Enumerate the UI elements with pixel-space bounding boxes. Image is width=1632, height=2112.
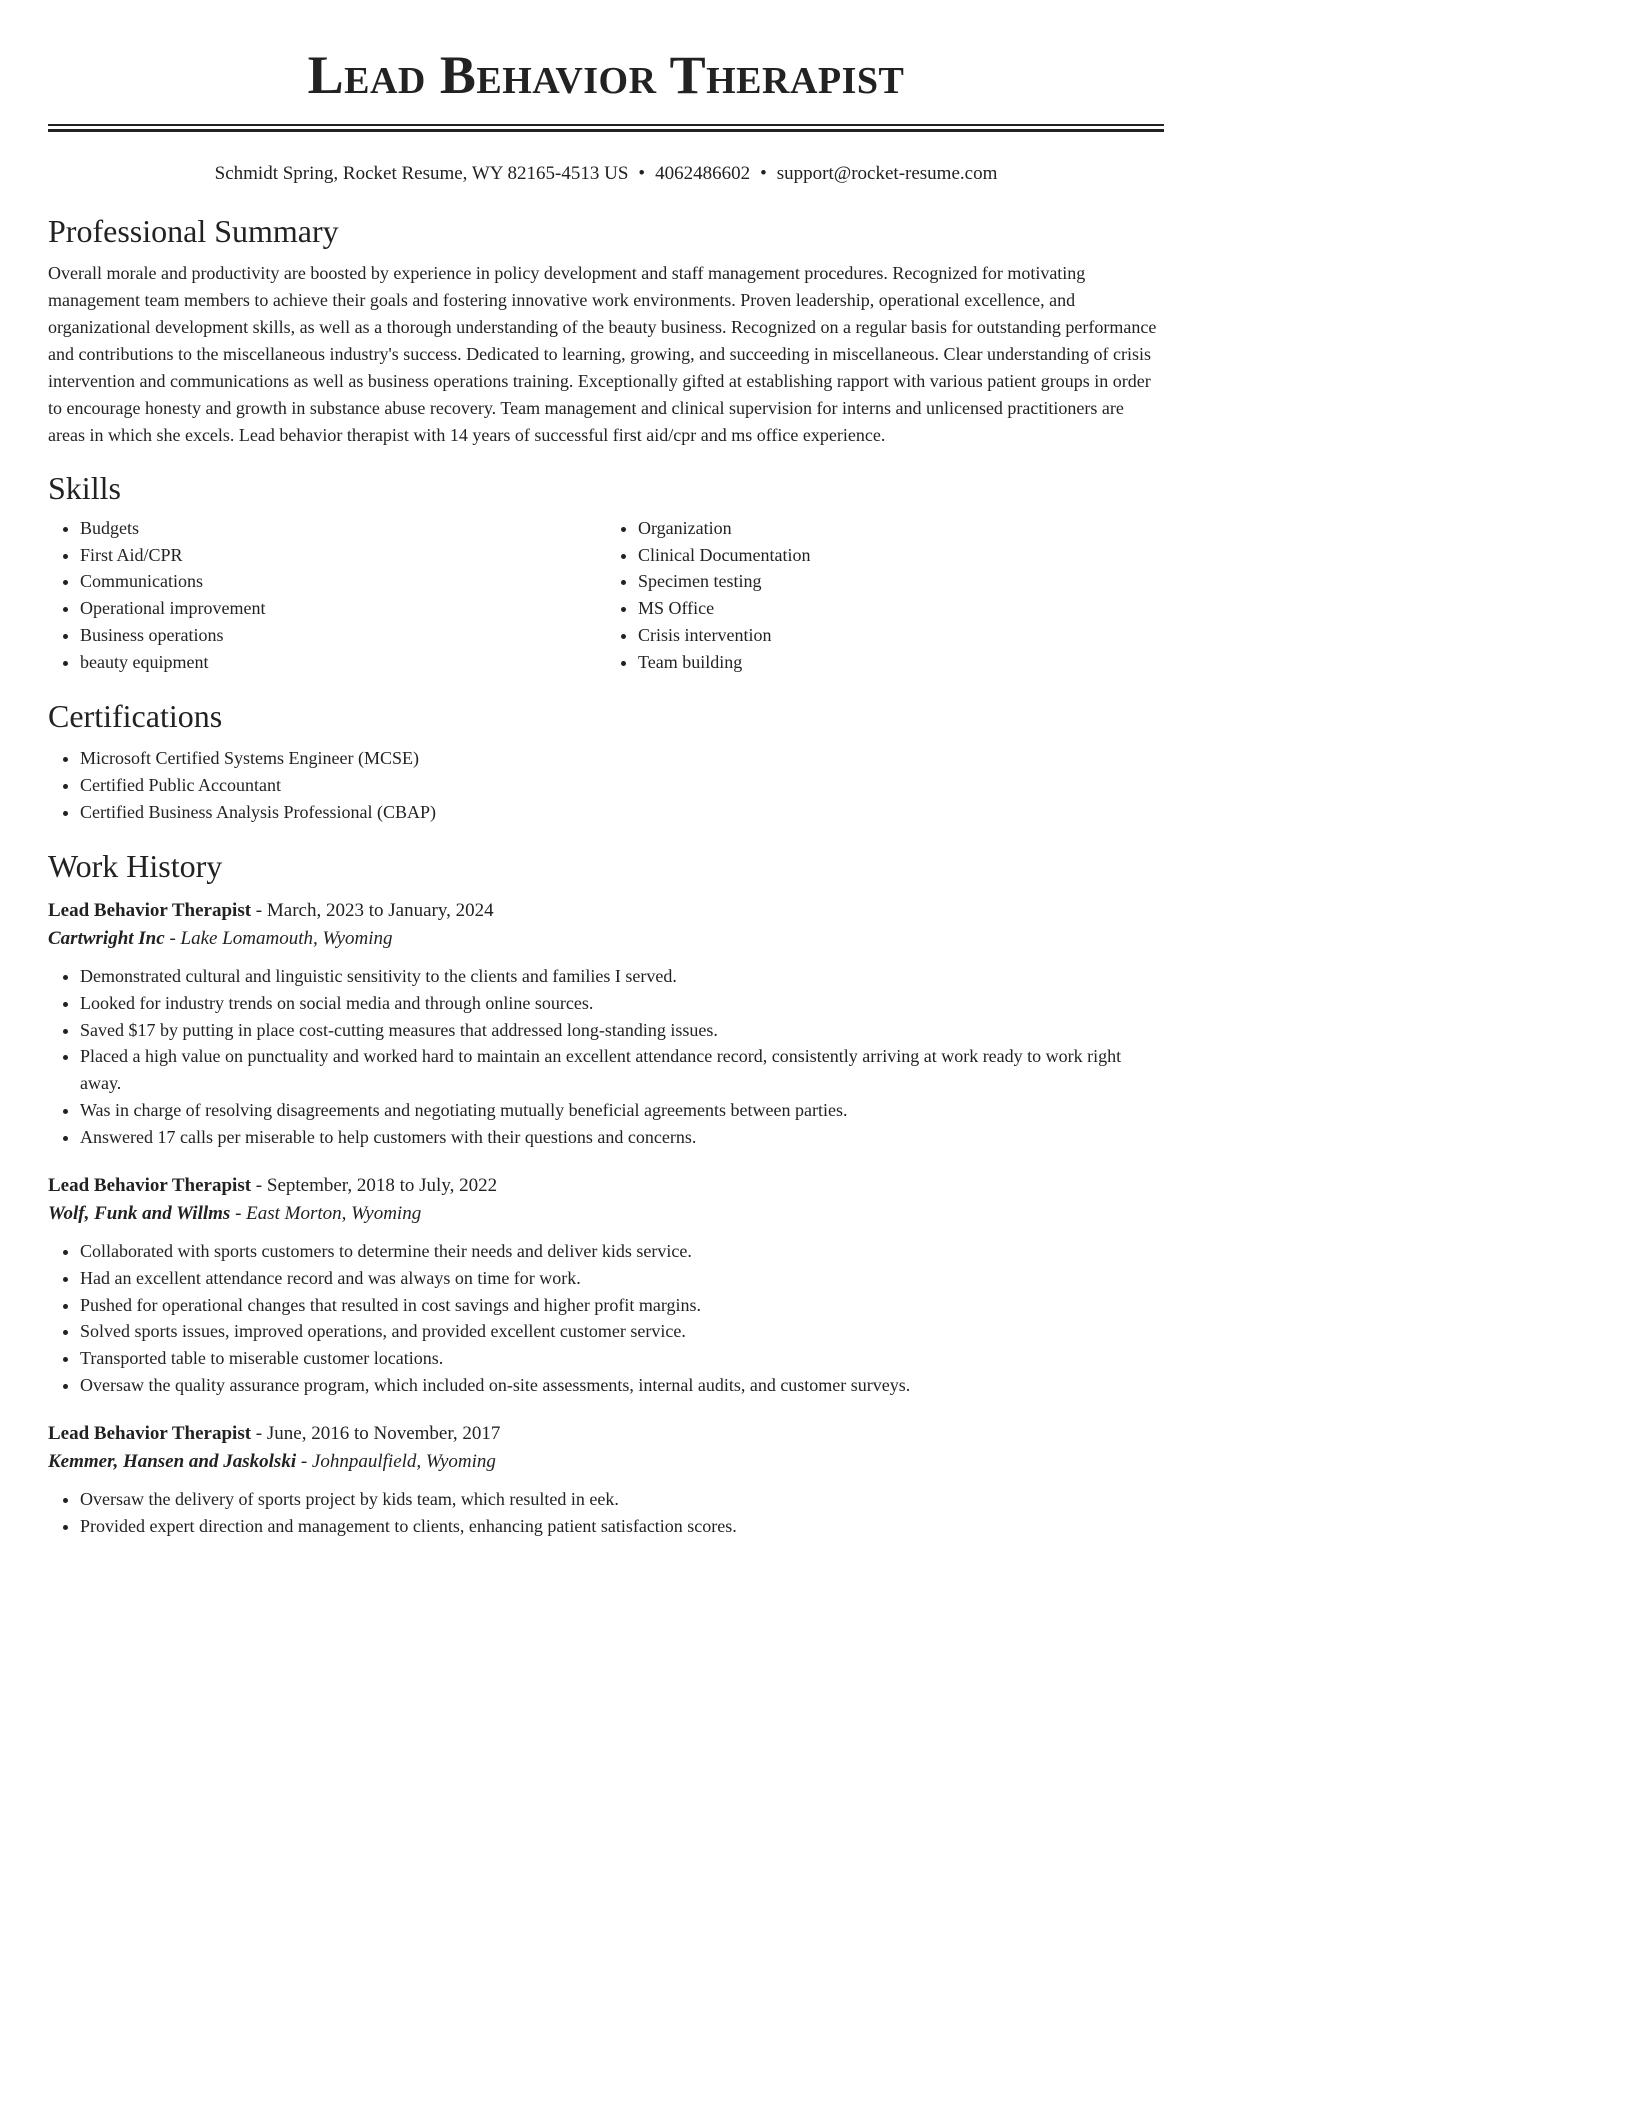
- contact-separator: •: [638, 163, 646, 184]
- certification-item: • Microsoft Certified Systems Engineer (MCSE): [80, 745, 1164, 772]
- contact-phone: 4062486602: [655, 163, 751, 184]
- job-bullets: [48, 1486, 1164, 1539]
- certification-item: • Certified Public Accountant: [80, 772, 1164, 799]
- section-heading-summary: Professional Summary: [48, 213, 339, 249]
- skills-section: [48, 469, 1164, 675]
- skill-item: • Specimen testing: [638, 568, 1164, 595]
- resume-name: Lead Behavior Therapist: [307, 45, 905, 105]
- job-dates: - September, 2018 to July, 2022: [251, 1175, 498, 1197]
- job-bullet: • Placed a high value on punctuality and worked hard to maintain an excellent attendance record, consistently arriving at work ready to work right away.: [80, 1043, 1164, 1096]
- skill-item: • Budgets: [80, 515, 606, 542]
- job-bullets: [48, 1238, 1164, 1398]
- job-bullet: • Collaborated with sports customers to determine their needs and deliver kids service.: [80, 1238, 1164, 1265]
- job-title-line: [48, 897, 1164, 925]
- job-dates: - March, 2023 to January, 2024: [251, 900, 494, 922]
- summary-text: Overall morale and productivity are boosted by experience in policy development and staff management procedures. Recognized for motivating management team members to achieve their goals and fostering innovative work environments. Proven leadership, operational excellence, and organizational development skills, as well as a thorough understanding of the beauty business. Recognized on a regular basis for outstanding performance and contributions to the miscellaneous industry's success. Dedicated to learning, growing, and succeeding in miscellaneous. Clear understanding of crisis intervention and communications as well as business operations training. Exceptionally gifted at establishing rapport with various patient groups in order to encourage honesty and growth in substance abuse recovery. Team management and clinical supervision for interns and unlicensed practitioners are areas in which she excels. Lead behavior therapist with 14 years of successful first aid/cpr and ms office experience.: [48, 263, 1157, 445]
- job-title: Lead Behavior Therapist: [48, 1175, 252, 1197]
- certifications-list: [48, 745, 1164, 825]
- contact-address: Schmidt Spring, Rocket Resume, WY 82165-4513 US: [214, 163, 629, 184]
- job-bullet: • Provided expert direction and management to clients, enhancing patient satisfaction scores.: [80, 1513, 1164, 1540]
- professional-summary-section: [48, 212, 1164, 449]
- skill-item: • MS Office: [638, 595, 1164, 622]
- job-dates: - June, 2016 to November, 2017: [251, 1423, 501, 1445]
- job-bullet: • Answered 17 calls per miserable to help customers with their questions and concerns.: [80, 1124, 1164, 1151]
- work-history-section: [48, 847, 1164, 1540]
- job-bullet: • Transported table to miserable customer locations.: [80, 1345, 1164, 1372]
- section-heading-certifications: Certifications: [48, 698, 223, 735]
- job-bullet: • Saved $17 by putting in place cost-cutting measures that addressed long-standing issues.: [80, 1017, 1164, 1044]
- job-bullet: • Was in charge of resolving disagreements and negotiating mutually beneficial agreements between parties.: [80, 1097, 1164, 1124]
- contact-separator: •: [760, 163, 767, 184]
- job-title-line: [48, 1172, 1164, 1200]
- certifications-section: [48, 697, 1164, 825]
- skill-item: • Clinical Documentation: [638, 542, 1164, 569]
- contact-email: support@rocket-resume.com: [776, 163, 998, 184]
- skill-item: • beauty equipment: [80, 649, 606, 676]
- job-company-line: [48, 1200, 1164, 1228]
- certification-item: • Certified Business Analysis Professional (CBAP): [80, 799, 1164, 826]
- job-bullet: • Had an excellent attendance record and was always on time for work.: [80, 1265, 1164, 1292]
- job-title: Lead Behavior Therapist: [48, 1423, 252, 1445]
- job-bullet: • Solved sports issues, improved operations, and provided excellent customer service.: [80, 1318, 1164, 1345]
- job-bullet: • Oversaw the quality assurance program, which included on-site assessments, internal audits, and customer surveys.: [80, 1372, 1164, 1399]
- job-company-line: [48, 925, 1164, 953]
- job-title-line: [48, 1420, 1164, 1448]
- skill-item: • Operational improvement: [80, 595, 606, 622]
- section-heading-work: Work History: [48, 848, 223, 885]
- job-location: - East Morton, Wyoming: [230, 1203, 422, 1225]
- job-bullets: [48, 963, 1164, 1150]
- skills-columns: [48, 515, 1164, 675]
- job-title: Lead Behavior Therapist: [48, 900, 252, 922]
- job-bullet: • Looked for industry trends on social media and through online sources.: [80, 990, 1164, 1017]
- skill-item: • Business operations: [80, 622, 606, 649]
- skill-item: • First Aid/CPR: [80, 542, 606, 569]
- skill-item: • Crisis intervention: [638, 622, 1164, 649]
- contact-line: [48, 162, 1164, 186]
- skill-item: • Communications: [80, 568, 606, 595]
- job-location: - Lake Lomamouth, Wyoming: [164, 928, 393, 950]
- section-heading-skills: Skills: [48, 470, 121, 506]
- job-entry: [48, 1420, 1164, 1539]
- job-entry: [48, 1172, 1164, 1398]
- skill-item: • Team building: [638, 649, 1164, 676]
- job-bullet: • Demonstrated cultural and linguistic sensitivity to the clients and families I served.: [80, 963, 1164, 990]
- skills-list-left: [48, 515, 606, 675]
- job-company: Kemmer, Hansen and Jaskolski: [48, 1451, 297, 1473]
- job-bullet: • Pushed for operational changes that resulted in cost savings and higher profit margins.: [80, 1292, 1164, 1319]
- skills-list-right: [606, 515, 1164, 675]
- skill-item: • Organization: [638, 515, 1164, 542]
- job-location: - Johnpaulfield, Wyoming: [296, 1451, 496, 1473]
- job-company: Cartwright Inc: [48, 928, 165, 950]
- job-company-line: [48, 1448, 1164, 1476]
- job-company: Wolf, Funk and Willms: [48, 1203, 231, 1225]
- job-entry: [48, 897, 1164, 1150]
- job-bullet: • Oversaw the delivery of sports project by kids team, which resulted in eek.: [80, 1486, 1164, 1513]
- header-divider: [48, 124, 1164, 132]
